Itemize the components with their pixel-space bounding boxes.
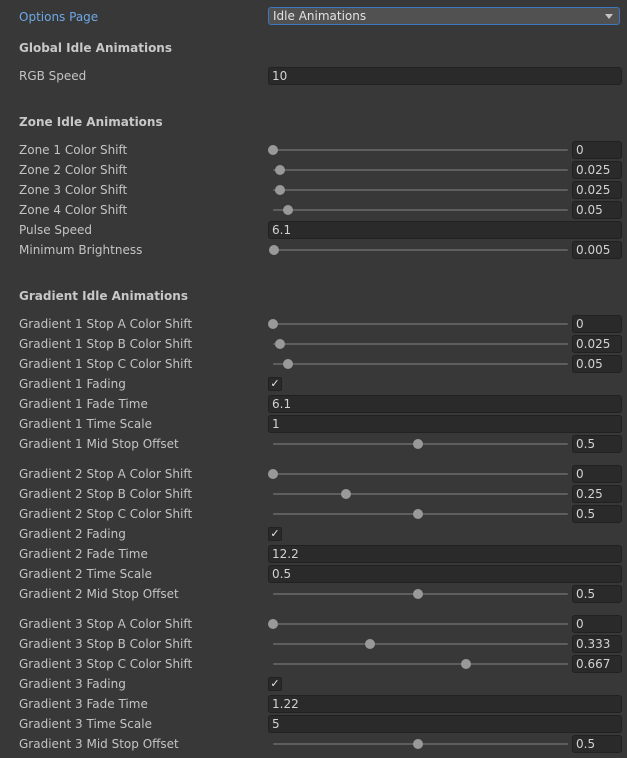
gradient-3-mid-stop-offset-slider[interactable] [268, 734, 568, 754]
gradient-3-time-scale-label: Gradient 3 Time Scale [19, 717, 152, 731]
gradient-2-fade-time-label: Gradient 2 Fade Time [19, 547, 148, 561]
gradient-1-stop-a-color-shift-value-field[interactable]: 0 [572, 315, 622, 333]
slider-knob[interactable] [275, 339, 285, 349]
gradient-1-stop-a-color-shift-label: Gradient 1 Stop A Color Shift [19, 317, 193, 331]
rgb-speed-field[interactable]: 10 [268, 67, 622, 85]
gradient-3-stop-c-color-shift-value-field[interactable]: 0.667 [572, 655, 622, 673]
gradient-3-fade-time-row [0, 694, 627, 714]
gradient-3-mid-stop-offset-row [0, 734, 627, 754]
gradient-2-mid-stop-offset-value-field[interactable]: 0.5 [572, 585, 622, 603]
minimum-brightness-label: Minimum Brightness [19, 243, 143, 257]
gradient-3-time-scale-row [0, 714, 627, 734]
gradient-2-stop-a-color-shift-label: Gradient 2 Stop A Color Shift [19, 467, 193, 481]
slider-knob[interactable] [413, 589, 423, 599]
slider-knob[interactable] [268, 469, 278, 479]
gradient-1-stop-a-color-shift-row [0, 314, 627, 334]
minimum-brightness-value-field[interactable]: 0.005 [572, 241, 622, 259]
slider-track[interactable] [273, 209, 568, 211]
gradient-3-stop-b-color-shift-label: Gradient 3 Stop B Color Shift [19, 637, 193, 651]
gradient-1-fading-checkbox[interactable] [268, 377, 282, 391]
gradient-2-stop-a-color-shift-value-field[interactable]: 0 [572, 465, 622, 483]
rgb-speed-label: RGB Speed [19, 69, 87, 83]
slider-track[interactable] [273, 663, 568, 665]
slider-track[interactable] [273, 169, 568, 171]
slider-knob[interactable] [413, 509, 423, 519]
gradient-3-stop-c-color-shift-row [0, 654, 627, 674]
gradient-1-mid-stop-offset-slider[interactable] [268, 434, 568, 454]
gradient-2-stop-c-color-shift-label: Gradient 2 Stop C Color Shift [19, 507, 193, 521]
gradient-1-mid-stop-offset-label: Gradient 1 Mid Stop Offset [19, 437, 179, 451]
options-page-row [0, 7, 627, 27]
zone-1-color-shift-row [0, 140, 627, 160]
slider-knob[interactable] [269, 245, 279, 255]
slider-track[interactable] [273, 323, 568, 325]
gradient-1-fade-time-row [0, 394, 627, 414]
zone-4-color-shift-slider[interactable] [268, 200, 568, 220]
gradient-2-fading-label: Gradient 2 Fading [19, 527, 126, 541]
rgb-speed-row [0, 66, 627, 86]
gradient-2-stop-a-color-shift-row [0, 464, 627, 484]
dropdown-arrow-icon [605, 14, 613, 19]
slider-track[interactable] [273, 473, 568, 475]
minimum-brightness-row [0, 240, 627, 260]
checkmark-icon: ✓ [270, 677, 280, 690]
slider-knob[interactable] [413, 739, 423, 749]
gradient-2-stop-c-color-shift-slider[interactable] [268, 504, 568, 524]
slider-knob[interactable] [413, 439, 423, 449]
zone-4-color-shift-row [0, 200, 627, 220]
zone-3-color-shift-label: Zone 3 Color Shift [19, 183, 128, 197]
slider-knob[interactable] [268, 145, 278, 155]
gradient-3-stop-a-color-shift-row [0, 614, 627, 634]
slider-track[interactable] [273, 643, 568, 645]
gradient-2-fading-row [0, 524, 627, 544]
zone-section-header: Zone Idle Animations [19, 115, 163, 129]
slider-knob[interactable] [275, 165, 285, 175]
slider-knob[interactable] [341, 489, 351, 499]
gradient-2-time-scale-row [0, 564, 627, 584]
gradient-2-stop-c-color-shift-value-field[interactable]: 0.5 [572, 505, 622, 523]
gradient-3-stop-a-color-shift-value-field[interactable]: 0 [572, 615, 622, 633]
gradient-2-stop-b-color-shift-slider[interactable] [268, 484, 568, 504]
gradient-2-fading-checkbox[interactable] [268, 527, 282, 541]
gradient-3-stop-b-color-shift-row [0, 634, 627, 654]
options-page-dropdown[interactable] [268, 7, 620, 25]
gradient-3-time-scale-field[interactable]: 5 [268, 715, 622, 733]
gradient-1-stop-c-color-shift-slider[interactable] [268, 354, 568, 374]
pulse-speed-row [0, 220, 627, 240]
gradient-1-stop-c-color-shift-label: Gradient 1 Stop C Color Shift [19, 357, 193, 371]
pulse-speed-field[interactable]: 6.1 [268, 221, 622, 239]
zone-3-color-shift-value-field[interactable]: 0.025 [572, 181, 622, 199]
gradient-section-header: Gradient Idle Animations [19, 289, 188, 303]
gradient-2-stop-a-color-shift-slider[interactable] [268, 464, 568, 484]
zone-2-color-shift-value-field[interactable]: 0.025 [572, 161, 622, 179]
gradient-2-mid-stop-offset-row [0, 584, 627, 604]
gradient-3-stop-b-color-shift-value-field[interactable]: 0.333 [572, 635, 622, 653]
gradient-3-stop-c-color-shift-slider[interactable] [268, 654, 568, 674]
gradient-1-time-scale-row [0, 414, 627, 434]
gradient-3-fading-label: Gradient 3 Fading [19, 677, 126, 691]
gradient-1-stop-b-color-shift-label: Gradient 1 Stop B Color Shift [19, 337, 193, 351]
slider-track[interactable] [273, 623, 568, 625]
gradient-1-stop-c-color-shift-row [0, 354, 627, 374]
gradient-1-fading-label: Gradient 1 Fading [19, 377, 126, 391]
gradient-1-stop-a-color-shift-slider[interactable] [268, 314, 568, 334]
gradient-2-time-scale-label: Gradient 2 Time Scale [19, 567, 152, 581]
gradient-2-stop-b-color-shift-row [0, 484, 627, 504]
gradient-1-fading-row [0, 374, 627, 394]
zone-1-color-shift-label: Zone 1 Color Shift [19, 143, 128, 157]
slider-knob[interactable] [283, 205, 293, 215]
gradient-2-fade-time-row [0, 544, 627, 564]
zone-4-color-shift-label: Zone 4 Color Shift [19, 203, 128, 217]
slider-knob[interactable] [268, 319, 278, 329]
slider-knob[interactable] [268, 619, 278, 629]
slider-track[interactable] [273, 149, 568, 151]
gradient-3-fade-time-label: Gradient 3 Fade Time [19, 697, 148, 711]
zone-4-color-shift-value-field[interactable]: 0.05 [572, 201, 622, 219]
zone-2-color-shift-label: Zone 2 Color Shift [19, 163, 128, 177]
zone-3-color-shift-slider[interactable] [268, 180, 568, 200]
checkmark-icon: ✓ [270, 527, 280, 540]
gradient-2-stop-b-color-shift-label: Gradient 2 Stop B Color Shift [19, 487, 193, 501]
gradient-2-stop-b-color-shift-value-field[interactable]: 0.25 [572, 485, 622, 503]
gradient-2-fade-time-field[interactable]: 12.2 [268, 545, 622, 563]
gradient-3-fade-time-field[interactable]: 1.22 [268, 695, 622, 713]
pulse-speed-label: Pulse Speed [19, 223, 93, 237]
zone-3-color-shift-row [0, 180, 627, 200]
slider-track[interactable] [273, 493, 568, 495]
gradient-1-mid-stop-offset-row [0, 434, 627, 454]
gradient-1-stop-b-color-shift-slider[interactable] [268, 334, 568, 354]
slider-track[interactable] [273, 343, 568, 345]
zone-1-color-shift-value-field[interactable]: 0 [572, 141, 622, 159]
slider-knob[interactable] [365, 639, 375, 649]
gradient-3-stop-a-color-shift-label: Gradient 3 Stop A Color Shift [19, 617, 193, 631]
gradient-2-time-scale-field[interactable]: 0.5 [268, 565, 622, 583]
gradient-2-mid-stop-offset-label: Gradient 2 Mid Stop Offset [19, 587, 179, 601]
gradient-2-mid-stop-offset-slider[interactable] [268, 584, 568, 604]
gradient-2-stop-c-color-shift-row [0, 504, 627, 524]
gradient-1-fade-time-field[interactable]: 6.1 [268, 395, 622, 413]
minimum-brightness-slider[interactable] [268, 240, 568, 260]
gradient-1-stop-c-color-shift-value-field[interactable]: 0.05 [572, 355, 622, 373]
gradient-3-mid-stop-offset-value-field[interactable]: 0.5 [572, 735, 622, 753]
gradient-1-mid-stop-offset-value-field[interactable]: 0.5 [572, 435, 622, 453]
global-section-header: Global Idle Animations [19, 41, 172, 55]
slider-knob[interactable] [275, 185, 285, 195]
slider-track[interactable] [273, 189, 568, 191]
gradient-1-fade-time-label: Gradient 1 Fade Time [19, 397, 148, 411]
options-page-selected: Idle Animations [273, 9, 367, 23]
gradient-3-fading-checkbox[interactable] [268, 677, 282, 691]
gradient-3-stop-b-color-shift-slider[interactable] [268, 634, 568, 654]
slider-track[interactable] [273, 249, 568, 251]
gradient-3-fading-row [0, 674, 627, 694]
gradient-3-stop-c-color-shift-label: Gradient 3 Stop C Color Shift [19, 657, 193, 671]
gradient-3-stop-a-color-shift-slider[interactable] [268, 614, 568, 634]
zone-2-color-shift-slider[interactable] [268, 160, 568, 180]
slider-track[interactable] [273, 363, 568, 365]
zone-1-color-shift-slider[interactable] [268, 140, 568, 160]
zone-2-color-shift-row [0, 160, 627, 180]
checkmark-icon: ✓ [270, 377, 280, 390]
slider-knob[interactable] [283, 359, 293, 369]
slider-knob[interactable] [461, 659, 471, 669]
gradient-3-mid-stop-offset-label: Gradient 3 Mid Stop Offset [19, 737, 179, 751]
options-page-label: Options Page [19, 10, 99, 24]
gradient-1-time-scale-label: Gradient 1 Time Scale [19, 417, 152, 431]
gradient-1-stop-b-color-shift-value-field[interactable]: 0.025 [572, 335, 622, 353]
gradient-1-stop-b-color-shift-row [0, 334, 627, 354]
gradient-1-time-scale-field[interactable]: 1 [268, 415, 622, 433]
